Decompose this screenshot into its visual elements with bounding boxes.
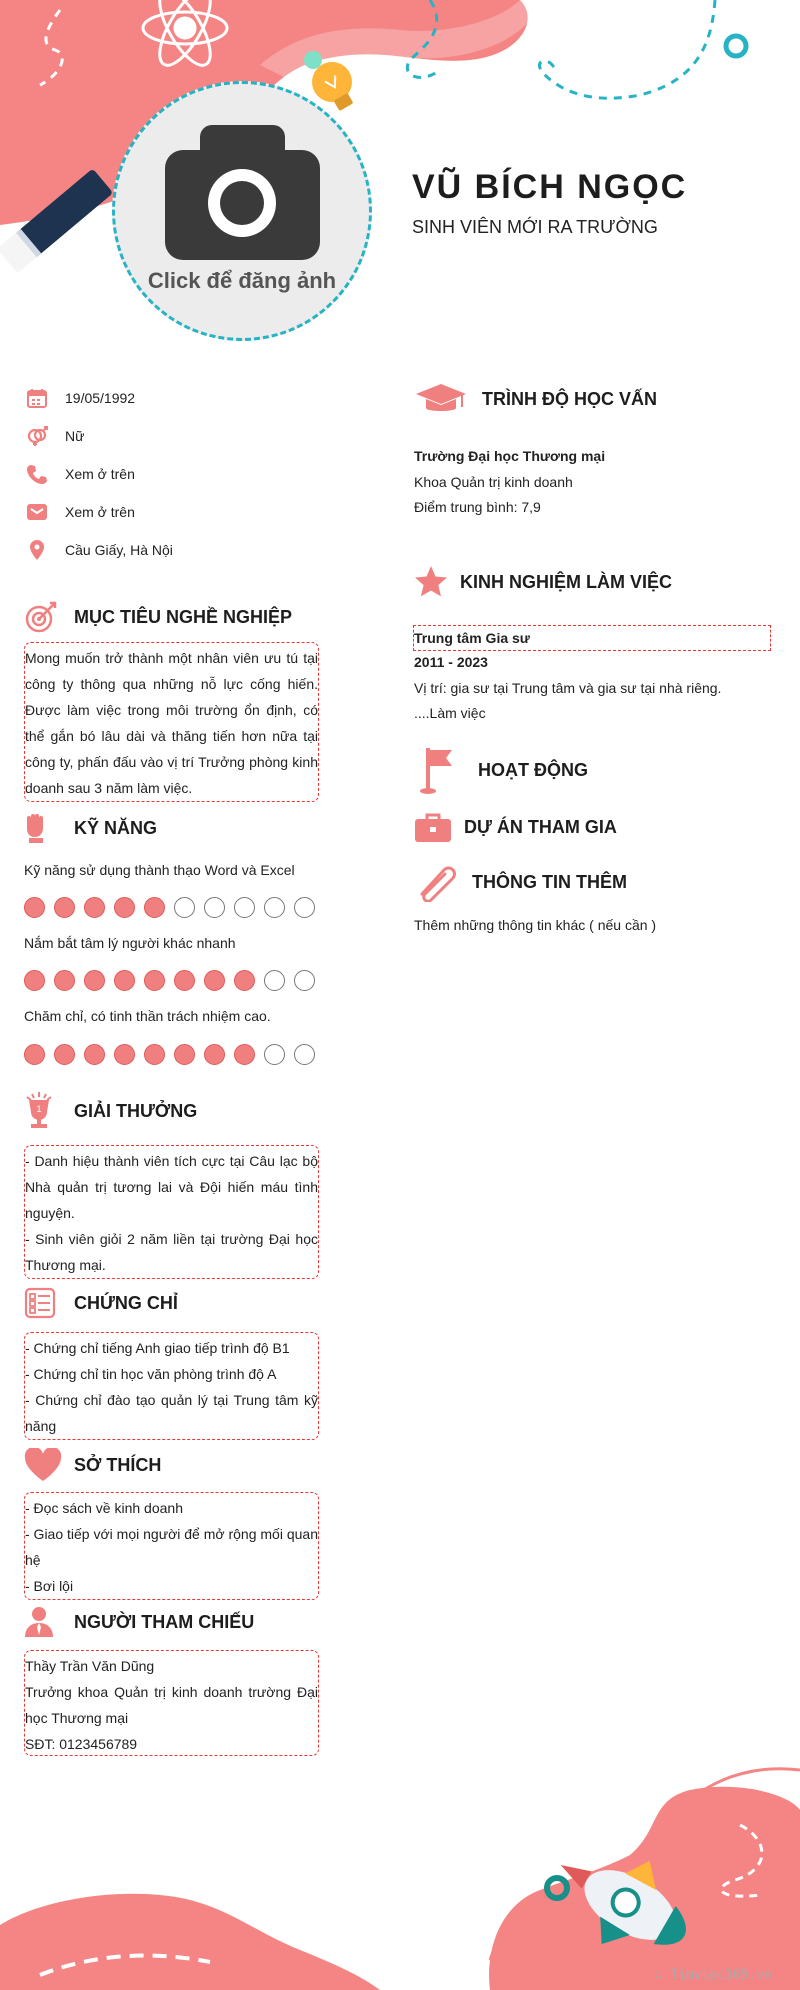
rating-dot-empty[interactable] <box>234 897 255 918</box>
education-gpa: Điểm trung bình: 7,9 <box>414 499 541 515</box>
contact-address <box>25 538 325 562</box>
references-box[interactable] <box>24 1650 319 1756</box>
gender-value: Nữ <box>65 428 85 444</box>
rating-dot-filled[interactable] <box>84 1044 105 1065</box>
skills-heading <box>24 812 157 844</box>
experience-description: ....Làm việc <box>414 705 486 721</box>
education-title: TRÌNH ĐỘ HỌC VẤN <box>482 388 657 409</box>
footer-brand: ∴ Timviec365.vn <box>654 1968 772 1983</box>
email-icon <box>25 500 49 524</box>
awards-box[interactable] <box>24 1145 319 1279</box>
hobby-line: - Đọc sách về kinh doanh <box>25 1500 183 1516</box>
candidate-name: VŨ BÍCH NGỌC <box>412 168 688 206</box>
skills-title: KỸ NĂNG <box>74 817 158 838</box>
awards-title: GIẢI THƯỞNG <box>74 1100 198 1121</box>
objective-text: Mong muốn trở thành một nhân viên ưu tú tại công ty thông qua những nỗ lực cống hiến. Được làm việc trong môi trường ổn định, có thể gắn bó lâu dài và thăng tiến hơn nữa tại công ty, phấn đấu vào vị trí Trưởng phòng kinh doanh sau 3 năm làm việc. <box>25 650 318 796</box>
award-line: - Sinh viên giỏi 2 năm liền tại trường Đại học Thương mại. <box>25 1231 318 1273</box>
rating-dot-filled[interactable] <box>84 970 105 991</box>
experience-position: Vị trí: gia sư tại Trung tâm và gia sư tại nhà riêng. <box>414 680 722 696</box>
award-line: - Danh hiệu thành viên tích cực tại Câu lạc bộ Nhà quản trị tương lai và Đội hiến máu tình nguyện. <box>25 1153 318 1221</box>
heart-icon <box>24 1448 62 1482</box>
rating-dot-filled[interactable] <box>144 970 165 991</box>
reference-line: Trưởng khoa Quản trị kinh doanh trường Đại học Thương mại <box>25 1684 318 1726</box>
more-info-heading <box>414 862 627 902</box>
avatar-upload-label[interactable]: Click để đăng ảnh <box>147 268 337 293</box>
rating-dot-filled[interactable] <box>144 897 165 918</box>
rating-dot-filled[interactable] <box>204 970 225 991</box>
activities-title: HOẠT ĐỘNG <box>478 759 588 780</box>
skill-rating <box>24 970 315 991</box>
hobby-line: - Bơi lội <box>25 1578 74 1594</box>
certificates-heading <box>24 1287 178 1319</box>
rating-dot-filled[interactable] <box>84 897 105 918</box>
phone-icon <box>25 462 49 486</box>
contact-gender <box>25 424 325 448</box>
flag-icon <box>420 746 456 794</box>
contact-phone <box>25 462 325 486</box>
checklist-icon <box>24 1287 56 1319</box>
person-icon <box>24 1606 54 1638</box>
camera-icon[interactable] <box>165 125 320 260</box>
phone-value: Xem ở trên <box>65 466 135 482</box>
skill-label: Nắm bắt tâm lý người khác nhanh <box>24 935 236 951</box>
rating-dot-empty[interactable] <box>174 897 195 918</box>
hobby-line: - Giao tiếp với mọi người để mở rộng mối quan hệ <box>25 1526 318 1568</box>
footer-brand-text: Timviec365.vn <box>670 1968 772 1983</box>
experience-company: Trung tâm Gia sư <box>414 630 530 646</box>
objective-box[interactable] <box>24 642 319 802</box>
rating-dot-empty[interactable] <box>294 897 315 918</box>
certificates-box[interactable] <box>24 1332 319 1440</box>
skill-rating <box>24 897 315 918</box>
rating-dot-empty[interactable] <box>264 970 285 991</box>
references-heading <box>24 1606 254 1638</box>
awards-heading <box>24 1090 197 1132</box>
rating-dot-filled[interactable] <box>174 970 195 991</box>
reference-line: Thầy Trần Văn Dũng <box>25 1658 155 1674</box>
objective-heading <box>24 600 292 634</box>
objective-title: MỤC TIÊU NGHỀ NGHIỆP <box>74 606 293 627</box>
education-heading <box>414 382 657 416</box>
skill-label: Kỹ năng sử dụng thành thạo Word và Excel <box>24 862 295 878</box>
svg-text:1: 1 <box>36 1104 42 1114</box>
rating-dot-filled[interactable] <box>234 1044 255 1065</box>
more-info-title: THÔNG TIN THÊM <box>472 871 627 892</box>
rating-dot-filled[interactable] <box>144 1044 165 1065</box>
raised-fist-icon <box>24 812 48 844</box>
calendar-icon <box>25 386 49 410</box>
paperclip-icon <box>414 862 456 902</box>
birthday-value: 19/05/1992 <box>65 390 136 406</box>
projects-heading <box>414 811 617 843</box>
rating-dot-filled[interactable] <box>54 1044 75 1065</box>
education-faculty: Khoa Quản trị kinh doanh <box>414 474 573 490</box>
location-pin-icon <box>25 538 49 562</box>
more-info-text: Thêm những thông tin khác ( nếu cần ) <box>414 917 657 933</box>
experience-heading <box>414 565 672 599</box>
rating-dot-filled[interactable] <box>24 897 45 918</box>
address-value: Cầu Giấy, Hà Nội <box>65 542 173 558</box>
rating-dot-filled[interactable] <box>114 897 135 918</box>
star-icon <box>414 565 448 599</box>
rating-dot-filled[interactable] <box>54 970 75 991</box>
rating-dot-filled[interactable] <box>234 970 255 991</box>
rating-dot-filled[interactable] <box>24 970 45 991</box>
certificates-title: CHỨNG CHỈ <box>74 1292 178 1313</box>
education-school: Trường Đại học Thương mại <box>414 448 606 464</box>
rating-dot-empty[interactable] <box>264 897 285 918</box>
certificate-line: - Chứng chỉ tiếng Anh giao tiếp trình độ B1 <box>25 1340 290 1356</box>
rating-dot-filled[interactable] <box>24 1044 45 1065</box>
gender-icon <box>25 424 49 448</box>
projects-title: DỰ ÁN THAM GIA <box>464 816 617 837</box>
skill-rating <box>24 1044 315 1065</box>
rating-dot-filled[interactable] <box>114 970 135 991</box>
hobbies-title: SỞ THÍCH <box>74 1454 162 1475</box>
rating-dot-filled[interactable] <box>54 897 75 918</box>
skill-label: Chăm chỉ, có tinh thần trách nhiệm cao. <box>24 1008 271 1024</box>
rating-dot-empty[interactable] <box>264 1044 285 1065</box>
experience-period: 2011 - 2023 <box>414 654 488 670</box>
activities-heading <box>420 746 588 794</box>
reference-line: SĐT: 0123456789 <box>25 1736 138 1752</box>
trophy-icon <box>24 1090 54 1132</box>
experience-company-field[interactable] <box>413 625 771 651</box>
certificate-line: - Chứng chỉ tin học văn phòng trình độ A <box>25 1366 277 1382</box>
rating-dot-empty[interactable] <box>294 1044 315 1065</box>
certificate-line: - Chứng chỉ đào tạo quản lý tại Trung tâm kỹ năng <box>25 1392 318 1434</box>
contact-email <box>25 500 325 524</box>
briefcase-icon <box>414 811 452 843</box>
rating-dot-empty[interactable] <box>204 897 225 918</box>
rating-dot-filled[interactable] <box>114 1044 135 1065</box>
graduation-cap-icon <box>414 382 468 416</box>
rating-dot-filled[interactable] <box>174 1044 195 1065</box>
hobbies-heading <box>24 1448 161 1482</box>
references-title: NGƯỜI THAM CHIẾU <box>74 1611 255 1632</box>
rating-dot-filled[interactable] <box>204 1044 225 1065</box>
hobbies-box[interactable] <box>24 1492 319 1600</box>
rating-dot-empty[interactable] <box>294 970 315 991</box>
email-value: Xem ở trên <box>65 504 135 520</box>
contact-birthday <box>25 386 325 410</box>
target-icon <box>24 600 58 634</box>
experience-title: KINH NGHIỆM LÀM VIỆC <box>460 571 673 592</box>
candidate-role: SINH VIÊN MỚI RA TRƯỜNG <box>412 217 658 237</box>
